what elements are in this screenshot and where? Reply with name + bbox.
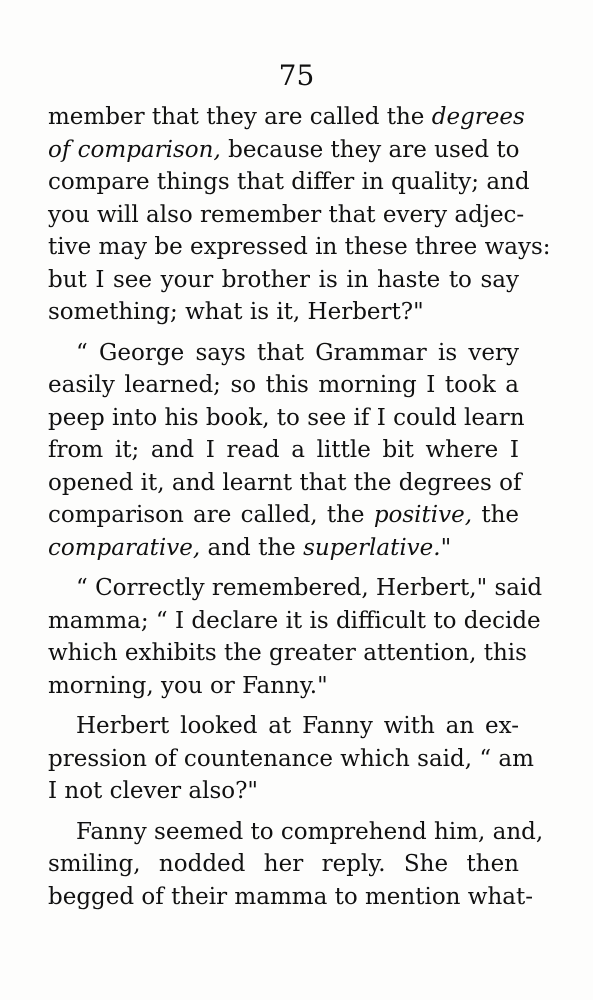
text-line — [48, 467, 522, 500]
text-segment: easily learned; so this morning I took a — [48, 372, 519, 398]
text-line — [48, 499, 519, 532]
text-line — [48, 434, 519, 467]
text-segment: Fanny seemed to comprehend him, and, — [76, 818, 544, 845]
text-line — [48, 369, 519, 402]
body-text — [48, 101, 551, 913]
text-segment: morning, you or Fanny." — [48, 672, 328, 699]
text-segment: smiling, nodded her reply. She then — [48, 851, 519, 877]
text-segment: peep into his book, to see if I could learn — [48, 404, 525, 431]
text-segment: something; what is it, Herbert?" — [48, 299, 424, 325]
text-line — [48, 532, 519, 565]
italic-text: positive, — [373, 502, 473, 528]
text-segment: tive may be expressed in these three ways: — [48, 234, 551, 260]
text-line — [48, 743, 534, 776]
text-line — [48, 337, 519, 370]
text-line — [48, 605, 541, 638]
text-line — [48, 101, 525, 134]
text-line — [48, 199, 525, 232]
text-segment: compare things that differ in quality; and — [48, 169, 530, 195]
text-segment: I not clever also?" — [48, 778, 258, 804]
text-segment: pression of countenance which said, “ am — [48, 745, 534, 772]
text-line — [48, 775, 519, 808]
text-line — [48, 296, 519, 329]
italic-text: comparative, — [48, 534, 201, 561]
text-line — [48, 134, 519, 167]
text-segment: Herbert looked at Fanny with an ex- — [76, 713, 519, 739]
text-segment: you will also remember that every adjec- — [48, 201, 525, 228]
text-segment: “ Correctly remembered, Herbert," said — [76, 575, 543, 601]
text-line — [48, 848, 519, 881]
text-segment: mamma; “ I declare it is difficult to decide — [48, 607, 541, 634]
italic-text: superlative. — [303, 534, 441, 561]
text-segment: but I see your brother is in haste to say — [48, 266, 519, 293]
text-segment: begged of their mamma to mention what- — [48, 883, 534, 910]
text-line — [48, 166, 530, 199]
text-line — [48, 572, 543, 605]
text-segment: from it; and I read a little bit where I — [48, 437, 519, 463]
text-line — [48, 816, 544, 849]
page-number: 75 — [278, 59, 315, 92]
text-line — [48, 637, 527, 670]
text-segment: and the — [200, 534, 304, 561]
text-line — [48, 231, 551, 264]
text-segment: member that they are called the — [48, 104, 432, 130]
text-segment: opened it, and learnt that the degrees of — [48, 469, 522, 496]
text-line — [48, 670, 519, 703]
text-line — [48, 264, 519, 297]
text-segment: comparison are called, the — [48, 502, 374, 528]
text-segment: the — [472, 502, 519, 528]
italic-text: degrees — [431, 104, 525, 130]
text-segment: which exhibits the greater attention, this — [48, 640, 527, 666]
text-segment: “ George says that Grammar is very — [76, 339, 519, 366]
text-line — [48, 881, 534, 914]
text-line — [48, 710, 519, 743]
text-segment: because they are used to — [220, 136, 520, 163]
text-segment: " — [440, 534, 452, 561]
italic-text: of comparison, — [48, 136, 221, 163]
text-line — [48, 402, 525, 435]
